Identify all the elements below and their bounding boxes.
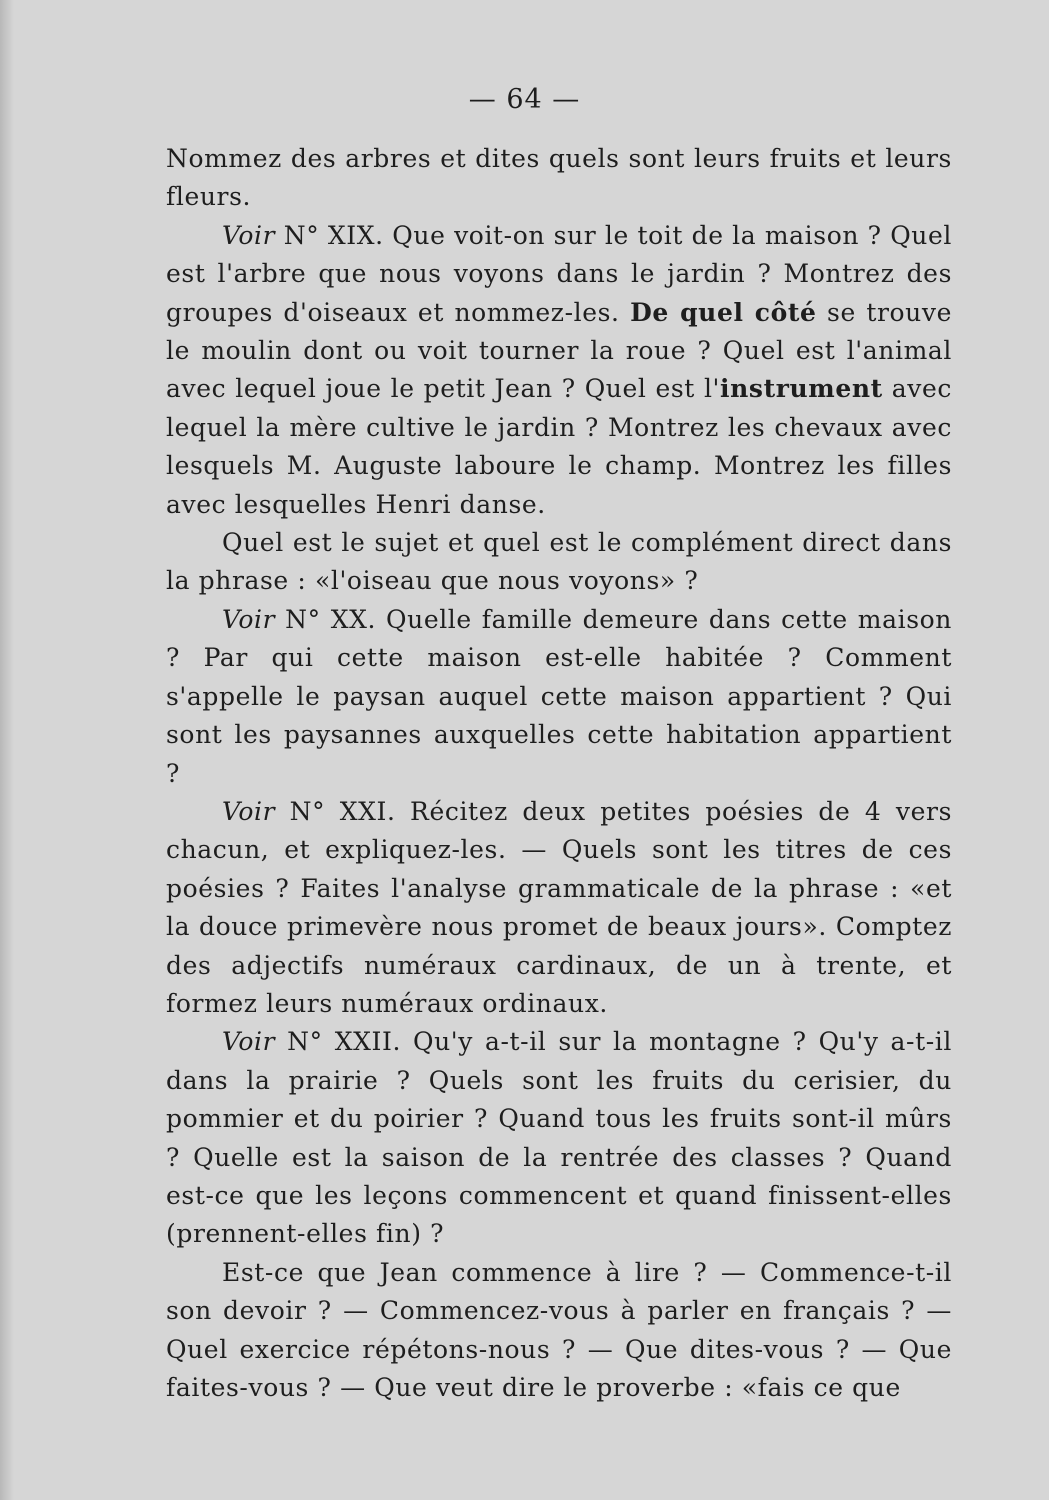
voir-label: Voir <box>222 604 276 634</box>
paragraph-text: N° XXI. Récitez deux petites poésies de 4 vers chacun, et expliquez-les. — Quels sont les titres de ces poésies ? Faites l'analyse grammaticale de la phrase : «et la douce primevère nous promet de beaux jours». Comptez des adjectifs numéraux cardinaux, de un à trente, et formez leurs numéraux ordinaux. <box>166 796 952 1018</box>
voir-label: Voir <box>222 796 276 826</box>
page-number: — 64 — <box>468 84 581 115</box>
bold-word: instrument <box>720 374 883 404</box>
paragraph-sujet: Quel est le sujet et quel est le complément direct dans la phrase : «l'oiseau que nous voyons» ? <box>166 528 952 596</box>
paragraph-text: N° XIX. Que voit-on sur le toit de la maison ? Quel est l'arbre que nous voyons dans le jardin ? Montrez des groupes d'oiseaux et nommez-les. <box>166 220 952 327</box>
paragraph-jean: Est-ce que Jean commence à lire ? — Commence-t-il son devoir ? — Commencez-vous à parler en français ? — Quel exercice répétons-nous ? — Que dites-vous ? — Que faites-vous ? — Que veut dire le proverbe : «fais ce que <box>166 1257 952 1402</box>
bold-phrase: De quel côté <box>630 297 817 327</box>
paragraph-text: avec lequel la mère cultive le jardin ? Montrez les chevaux avec lesquels M. Auguste laboure le champ. Montrez les filles avec lesquelles Henri danse. <box>166 374 952 519</box>
paragraph-voir-xxii <box>166 1023 952 1253</box>
paragraph-text: N° XXII. Qu'y a-t-il sur la montagne ? Qu'y a-t-il dans la prairie ? Quels sont les fruits du cerisier, du pommier et du poirier ? Quand tous les fruits sont-il mûrs ? Quelle est la saison de la rentrée des classes ? Quand est-ce que les leçons commencent et quand finissent-elles (prennent-elles fin) ? <box>166 1027 952 1249</box>
voir-label: Voir <box>222 1027 276 1057</box>
body-text <box>166 140 952 1407</box>
paragraph-text: se trouve le moulin dont ou voit tourner la roue ? Quel est l'animal avec lequel joue le petit Jean ? Quel est l' <box>166 297 952 404</box>
voir-label: Voir <box>222 220 276 250</box>
page-edge-shadow <box>0 0 14 1500</box>
paragraph-voir-xxi <box>166 793 952 1023</box>
paragraph-voir-xix <box>166 217 952 524</box>
paragraph-voir-xx <box>166 601 952 793</box>
paragraph-text: N° XX. Quelle famille demeure dans cette maison ? Par qui cette maison est-elle habitée ? Comment s'appelle le paysan auquel cette maison appartient ? Qui sont les paysannes auxquelles cette habitation appartient ? <box>166 604 952 788</box>
paragraph-trees: Nommez des arbres et dites quels sont leurs fruits et leurs fleurs. <box>166 144 952 212</box>
